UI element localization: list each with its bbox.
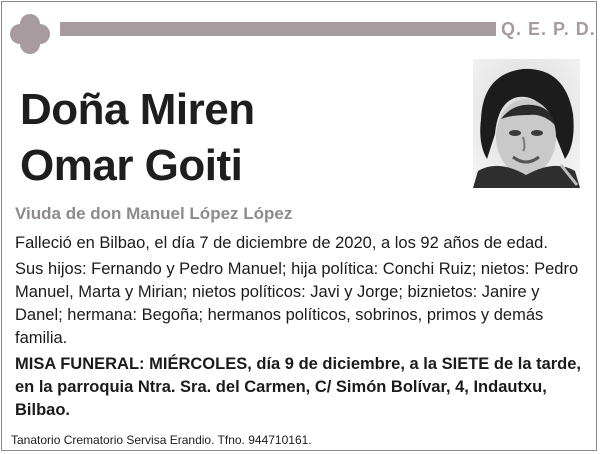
funeral-home-footer: Tanatorio Crematorio Servisa Erandio. Tfno. 944710161. [11, 433, 312, 447]
announcement-body [15, 232, 587, 425]
funeral-details: MISA FUNERAL: MIÉRCOLES, día 9 de diciembre, a la SIETE de la tarde, en la parroquia Ntra. Sra. del Carmen, C/ Simón Bolívar, 4, Indautxu, Bilbao. [15, 355, 582, 419]
qepd-label: Q. E. P. D. [501, 19, 596, 39]
death-notice: Falleció en Bilbao, el día 7 de diciembre de 2020, a los 92 años de edad. [15, 234, 548, 252]
family-list: Sus hijos: Fernando y Pedro Manuel; hija política: Conchi Ruiz; nietos: Pedro Manuel, Marta y Mirian; nietos políticos: Javi y Jorge; biznietos: Janire y Danel; hermana: Begoña; hermanos políticos, sobrinos, primos y demás familia. [15, 260, 579, 347]
lauburu-icon [4, 8, 56, 60]
name-line-1: Doña Miren [20, 85, 255, 134]
deceased-name [20, 82, 255, 194]
header-bar [60, 22, 496, 36]
widow-of-line: Viuda de don Manuel López López [15, 204, 293, 223]
name-line-2: Omar Goiti [20, 141, 243, 190]
deceased-photo [473, 59, 580, 188]
